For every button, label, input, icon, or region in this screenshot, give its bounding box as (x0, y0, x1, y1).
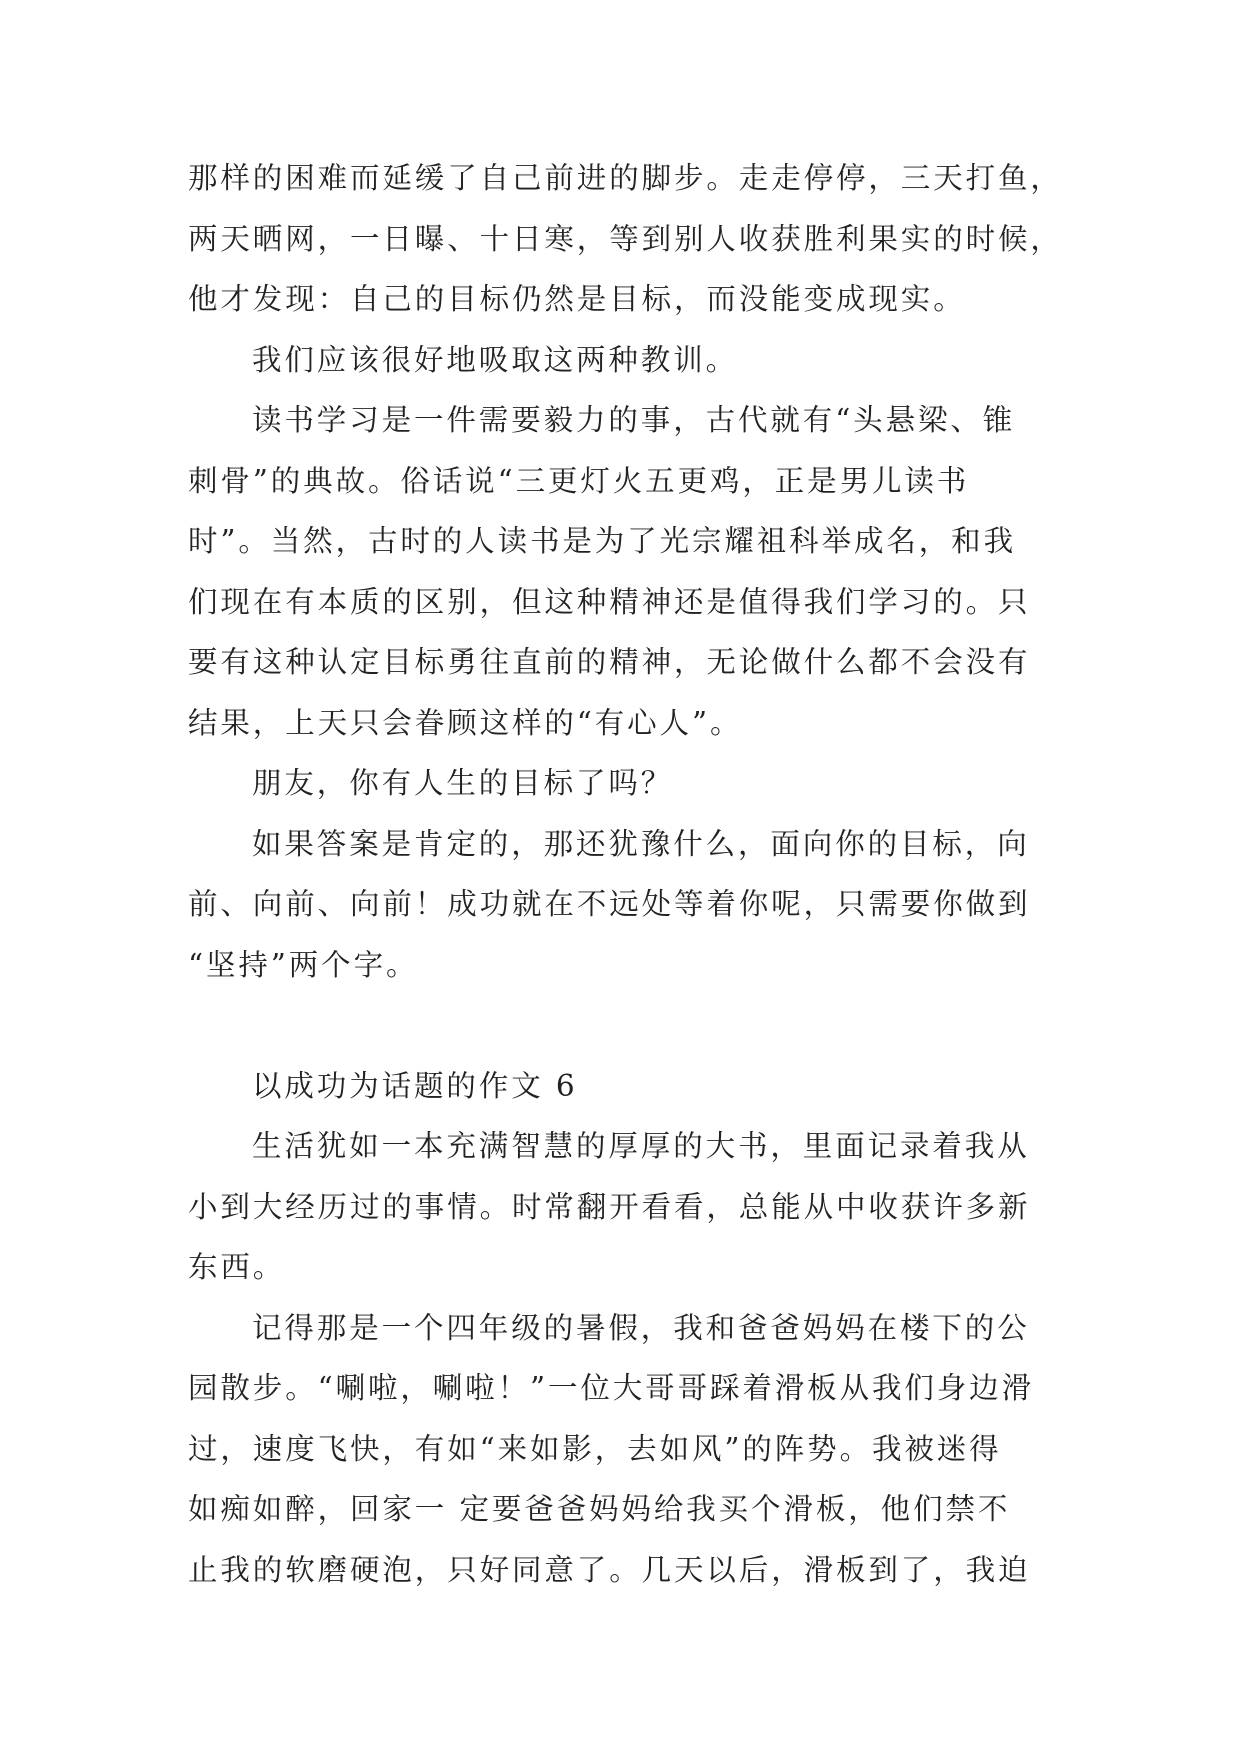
text-line: 他才发现：自己的目标仍然是目标，而没能变成现实。 (188, 282, 966, 316)
paragraph-start: 如果答案是肯定的，那还犹豫什么，面向你的目标，向 (252, 826, 1030, 861)
text-line: 结果，上天只会眷顾这样的“有心人”。 (188, 705, 743, 740)
document-page (188, 148, 1063, 1600)
text-line: 园散步。“唰啦，唰啦！”一位大哥哥踩着滑板从我们身边滑 (188, 1371, 1034, 1405)
text-line: 刺骨”的典故。俗话说“三更灯火五更鸡，正是男儿读书 (188, 463, 970, 498)
text-line: 过，速度飞快，有如“来如影，去如风”的阵势。我被迷得 (188, 1431, 1002, 1466)
text-line: 要有这种认定目标勇往直前的精神，无论做什么都不会没有 (188, 645, 1031, 679)
text-line: 两天晒网，一日曝、十日寒，等到别人收获胜利果实的时候， (188, 221, 1063, 256)
text-line: “坚持”两个字。 (188, 947, 419, 982)
paragraph-start: 生活犹如一本充满智慧的厚厚的大书，里面记录着我从 (252, 1129, 1030, 1163)
text-line: 时”。当然，古时的人读书是为了光宗耀祖科举成名，和我 (188, 524, 1016, 558)
text-line: 前、向前、向前！成功就在不远处等着你呢，只需要你做到 (188, 887, 1031, 921)
text-line: 如痴如醉，回家一 定要爸爸妈妈给我买个滑板，他们禁不 (188, 1492, 1011, 1526)
text-line: 们现在有本质的区别，但这种精神还是值得我们学习的。只 (188, 584, 1031, 619)
paragraph-start: 我们应该很好地吸取这两种教训。 (252, 342, 739, 377)
text-line: 止我的软磨硬泡，只好同意了。几天以后，滑板到了，我迫 (188, 1552, 1031, 1587)
text-line: 小到大经历过的事情。时常翻开看看，总能从中收获许多新 (188, 1189, 1031, 1224)
text-line: 那样的困难而延缓了自己前进的脚步。走走停停，三天打鱼， (188, 161, 1063, 195)
section-heading: 以成功为话题的作文 6 (252, 1068, 578, 1103)
paragraph-start: 朋友，你有人生的目标了吗？ (252, 766, 674, 800)
blank-line (188, 995, 1053, 1056)
paragraph-start: 记得那是一个四年级的暑假，我和爸爸妈妈在楼下的公 (252, 1310, 1030, 1345)
paragraph-start: 读书学习是一件需要毅力的事，古代就有“头悬梁、锥 (252, 403, 1016, 437)
text-line: 东西。 (188, 1250, 286, 1284)
